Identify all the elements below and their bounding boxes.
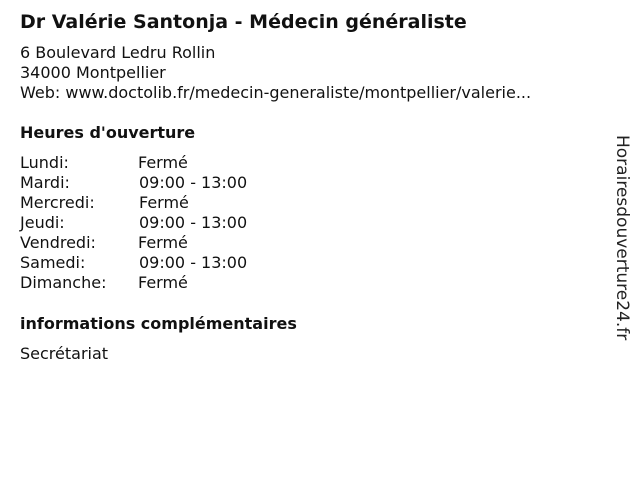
address-city: 34000 Montpellier <box>20 63 166 82</box>
day-label: Jeudi: <box>20 213 65 232</box>
hours-value: Fermé <box>138 273 188 292</box>
address-street: 6 Boulevard Ledru Rollin <box>20 43 216 62</box>
address-block <box>20 43 531 103</box>
hours-row-thursday <box>20 213 320 233</box>
site-watermark: Horairesdouverture24.fr <box>612 135 632 341</box>
hours-value: 09:00 - 13:00 <box>139 253 248 272</box>
hours-value: Fermé <box>138 233 188 252</box>
opening-hours-heading: Heures d'ouverture <box>20 123 196 142</box>
day-label: Vendredi: <box>20 233 96 252</box>
hours-value: Fermé <box>138 153 188 172</box>
additional-info-heading: informations complémentaires <box>20 314 297 333</box>
day-label: Lundi: <box>20 153 69 172</box>
hours-row-tuesday <box>20 173 320 193</box>
hours-value: 09:00 - 13:00 <box>139 173 248 192</box>
hours-value: Fermé <box>139 193 189 212</box>
day-label: Samedi: <box>20 253 86 272</box>
hours-row-sunday <box>20 273 320 293</box>
additional-info-text: Secrétariat <box>20 344 109 363</box>
hours-value: 09:00 - 13:00 <box>139 213 248 232</box>
hours-row-saturday <box>20 253 320 273</box>
website-link[interactable]: Web: www.doctolib.fr/medecin-generaliste/montpellier/valerie... <box>20 83 532 102</box>
day-label: Dimanche: <box>20 273 107 292</box>
opening-hours-table <box>20 153 320 293</box>
page-title: Dr Valérie Santonja - Médecin généraliste <box>20 11 467 33</box>
hours-row-monday <box>20 153 320 173</box>
hours-row-wednesday <box>20 193 320 213</box>
day-label: Mardi: <box>20 173 70 192</box>
day-label: Mercredi: <box>20 193 95 212</box>
hours-row-friday <box>20 233 320 253</box>
